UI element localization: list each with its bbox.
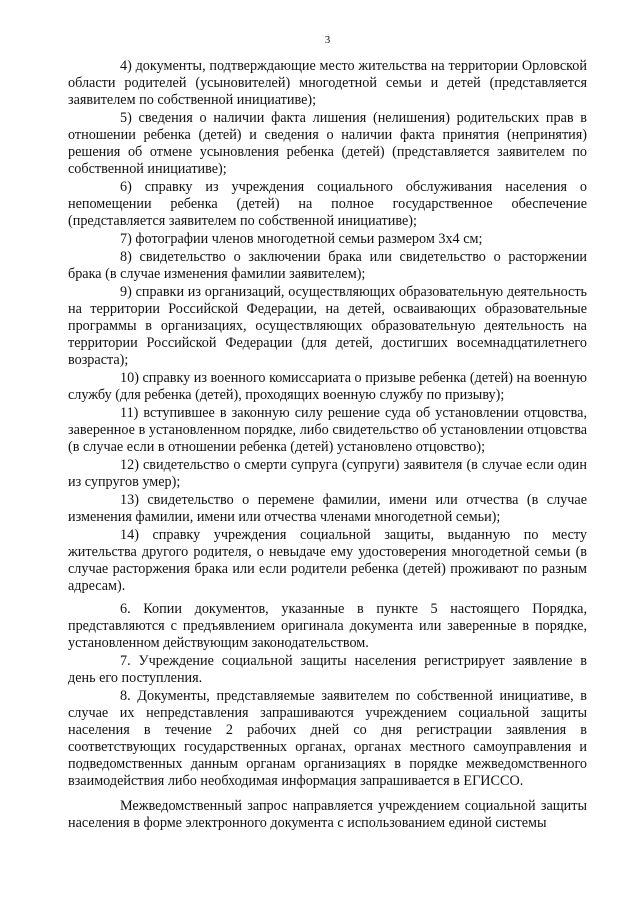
section-8-continuation: Межведомственный запрос направляется учреждением социальной защиты населения в форме электронного документа с использованием единой системы [68, 798, 587, 831]
page-number: 3 [324, 34, 331, 46]
list-item-13: 13) свидетельство о перемене фамилии, имени или отчества (в случае изменения фамилии, имени или отчества членами многодетной семьи); [68, 492, 587, 525]
list-item-14: 14) справку учреждения социальной защиты, выданную по месту жительства другого родителя, о невыдаче ему удостоверения многодетной семьи (в случае расторжения брака или если родители ребенка (детей) проживают по разным адресам). [68, 527, 587, 594]
section-7: 7. Учреждение социальной защиты населения регистрирует заявление в день его поступления. [68, 653, 587, 686]
section-6: 6. Копии документов, указанные в пункте 5 настоящего Порядка, представляются с предъявлением оригинала документа или заверенные в порядке, установленном действующим законодательством. [68, 601, 587, 651]
list-item-12: 12) свидетельство о смерти супруга (супруги) заявителя (в случае если один из супругов умер); [68, 457, 587, 490]
list-item-10: 10) справку из военного комиссариата о призыве ребенка (детей) на военную службу (для ребенка (детей), проходящих военную службу по призыву); [68, 370, 587, 403]
list-item-6: 6) справку из учреждения социального обслуживания населения о непомещении ребенка (детей) на полное государственное обеспечение (представляется заявителем по собственной инициативе); [68, 179, 587, 229]
list-item-5: 5) сведения о наличии факта лишения (нелишения) родительских прав в отношении ребенка (детей) и сведения о наличии факта принятия (непринятия) решения об отмене усыновления ребенка (детей) (представляется заявителем по собственной инициативе); [68, 110, 587, 177]
list-item-8: 8) свидетельство о заключении брака или свидетельство о расторжении брака (в случае изменения фамилии заявителем); [68, 249, 587, 282]
list-item-7: 7) фотографии членов многодетной семьи размером 3х4 см; [120, 231, 483, 247]
section-8: 8. Документы, представляемые заявителем по собственной инициативе, в случае их непредставления запрашиваются учреждением социальной защиты населения в течение 2 рабочих дней со дня регистрации заявления в соответствующих государственных органах, органах местного самоуправления и подведомственных данным органам организациях в порядке межведомственного взаимодействия либо необходимая информация запрашивается в ЕГИССО. [68, 688, 587, 789]
list-item-9: 9) справки из организаций, осуществляющих образовательную деятельность на территории Российской Федерации, на детей, осваивающих образовательные программы в организациях, осуществляющих образовательную деятельность на территории Российской Федерации (для детей, достигших восемнадцатилетнего возраста); [68, 284, 587, 368]
list-item-4: 4) документы, подтверждающие место жительства на территории Орловской области родителей (усыновителей) многодетной семьи и детей (представляется заявителем по собственной инициативе); [68, 58, 587, 108]
list-item-11: 11) вступившее в законную силу решение суда об установлении отцовства, заверенное в установленном порядке, либо свидетельство об установлении отцовства (в случае если в отношении ребенка (детей) установлено отцовство); [68, 405, 587, 455]
